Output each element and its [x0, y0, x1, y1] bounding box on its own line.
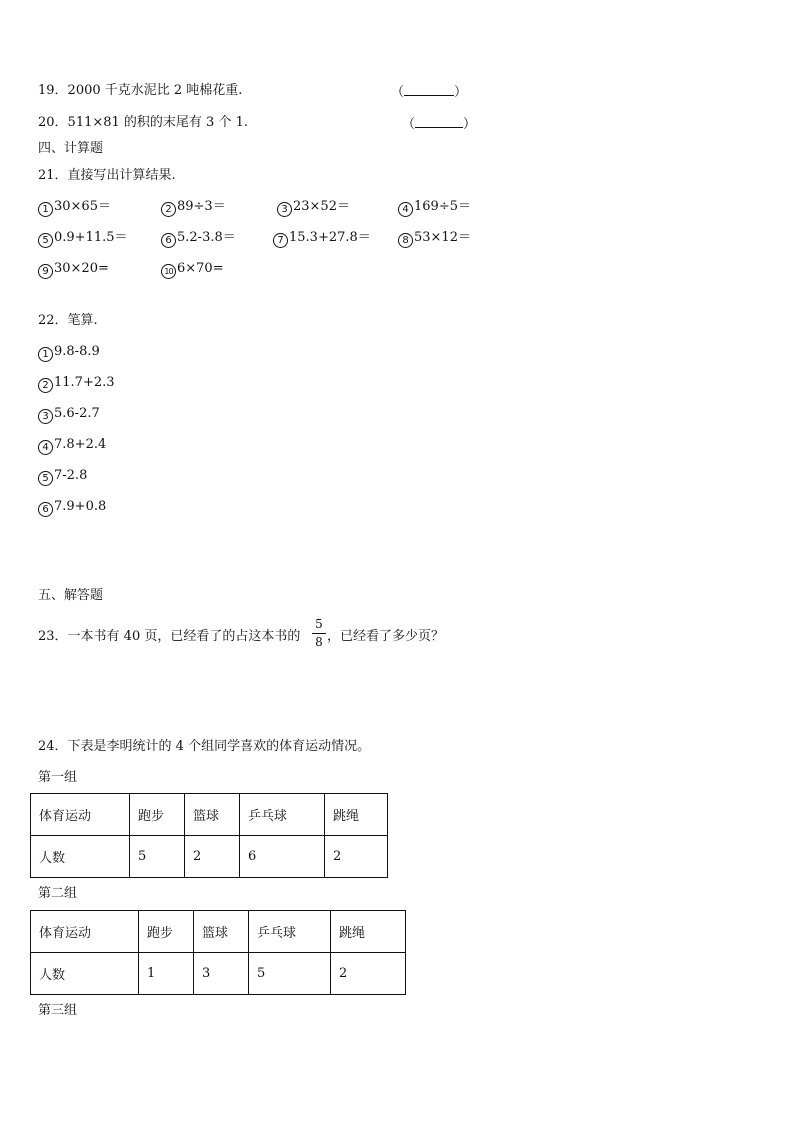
- question-20-answer: [402, 115, 476, 133]
- section-4-title: 四、计算题: [38, 141, 104, 156]
- expression: 5.6-2.7: [54, 406, 100, 421]
- expression: 30×65＝: [54, 199, 111, 214]
- question-23-after: ，已经看了多少页？: [327, 629, 445, 644]
- expression: 7.8+2.4: [54, 437, 107, 452]
- circled-number: 2: [38, 378, 53, 393]
- fraction-bar: [312, 633, 326, 634]
- q21-item: [398, 199, 471, 217]
- q21-item: [398, 230, 471, 248]
- table-header-row: [31, 794, 388, 836]
- table-cell: 5: [130, 836, 185, 878]
- circled-number: 3: [38, 409, 53, 424]
- table-cell: 2: [331, 953, 406, 995]
- circled-number: 8: [398, 233, 413, 248]
- q22-item: [38, 375, 115, 393]
- circled-number: 1: [38, 202, 53, 217]
- table-row: [31, 953, 406, 995]
- circled-number: 2: [161, 202, 176, 217]
- circled-number: 3: [277, 202, 292, 217]
- group-2-label: 第二组: [38, 886, 78, 901]
- group-1-table: [30, 793, 388, 878]
- circled-number: 5: [38, 471, 53, 486]
- group-2-table: [30, 910, 406, 995]
- q21-item: [277, 199, 350, 217]
- q22-item: [38, 344, 100, 362]
- circled-number: 6: [161, 233, 176, 248]
- table-cell: 2: [325, 836, 388, 878]
- paren-close: ）: [454, 85, 468, 100]
- table-cell: 跳绳: [331, 911, 406, 953]
- group-1-label: 第一组: [38, 770, 78, 785]
- table-cell: 乒乓球: [240, 794, 325, 836]
- paren-open: （: [391, 85, 405, 100]
- q22-item: [38, 437, 106, 455]
- expression: 6×70=: [177, 261, 224, 276]
- q22-item: [38, 406, 100, 424]
- expression: 23×52＝: [293, 199, 350, 214]
- expression: 7-2.8: [54, 468, 88, 483]
- question-22-prompt: 22．笔算.: [38, 313, 98, 328]
- fraction: [312, 618, 326, 649]
- table-cell: 篮球: [194, 911, 249, 953]
- paren-open: （: [402, 117, 416, 132]
- table-cell: 3: [194, 953, 249, 995]
- question-19-answer: [391, 83, 467, 101]
- table-cell: 跑步: [139, 911, 194, 953]
- q22-item: [38, 499, 106, 517]
- question-19-text: 19．2000 千克水泥比 2 吨棉花重.: [38, 83, 243, 98]
- table-cell: 乒乓球: [249, 911, 331, 953]
- fraction-denominator: 8: [315, 635, 323, 649]
- expression: 11.7+2.3: [54, 375, 115, 390]
- circled-number: 7: [273, 233, 288, 248]
- circled-number: 5: [38, 233, 53, 248]
- table-cell: 人数: [31, 836, 130, 878]
- circled-number: 4: [38, 440, 53, 455]
- q21-item: [273, 230, 371, 248]
- expression: 7.9+0.8: [54, 499, 107, 514]
- expression: 30×20=: [54, 261, 109, 276]
- question-23-before: 23．一本书有 40 页，已经看了的占这本书的: [38, 629, 301, 644]
- expression: 0.9+11.5＝: [54, 230, 128, 245]
- circled-number: 9: [38, 264, 53, 279]
- table-cell: 人数: [31, 953, 139, 995]
- question-24-prompt: 24．下表是李明统计的 4 个组同学喜欢的体育运动情况。: [38, 739, 371, 754]
- q21-item: [161, 261, 224, 279]
- fraction-numerator: 5: [315, 617, 323, 631]
- circled-number: 1: [38, 347, 53, 362]
- expression: 169÷5＝: [414, 199, 471, 214]
- table-cell: 体育运动: [31, 794, 130, 836]
- q21-item: [161, 230, 236, 248]
- circled-number: 6: [38, 502, 53, 517]
- expression: 9.8-8.9: [54, 344, 100, 359]
- table-row: [31, 836, 388, 878]
- expression: 53×12＝: [414, 230, 471, 245]
- table-cell: 跑步: [130, 794, 185, 836]
- q21-item: [38, 261, 109, 279]
- paren-close: ）: [463, 117, 477, 132]
- circled-number: 4: [398, 202, 413, 217]
- table-header-row: [31, 911, 406, 953]
- circled-number: 10: [161, 264, 176, 279]
- expression: 5.2-3.8＝: [177, 230, 236, 245]
- answer-blank[interactable]: [415, 115, 463, 128]
- table-cell: 跳绳: [325, 794, 388, 836]
- q21-item: [38, 199, 111, 217]
- q21-item: [161, 199, 226, 217]
- table-cell: 体育运动: [31, 911, 139, 953]
- answer-blank[interactable]: [404, 83, 454, 96]
- question-20-text: 20．511×81 的积的末尾有 3 个 1.: [38, 115, 248, 130]
- group-3-label: 第三组: [38, 1003, 78, 1018]
- question-20: [38, 115, 248, 131]
- section-5-title: 五、解答题: [38, 588, 104, 603]
- table-cell: 篮球: [185, 794, 240, 836]
- expression: 89÷3＝: [177, 199, 226, 214]
- expression: 15.3+27.8＝: [289, 230, 371, 245]
- q22-item: [38, 468, 87, 486]
- q21-item: [38, 230, 128, 248]
- question-21-prompt: 21．直接写出计算结果.: [38, 168, 176, 183]
- table-cell: 1: [139, 953, 194, 995]
- question-19: [38, 83, 242, 99]
- table-cell: 5: [249, 953, 331, 995]
- table-cell: 6: [240, 836, 325, 878]
- table-cell: 2: [185, 836, 240, 878]
